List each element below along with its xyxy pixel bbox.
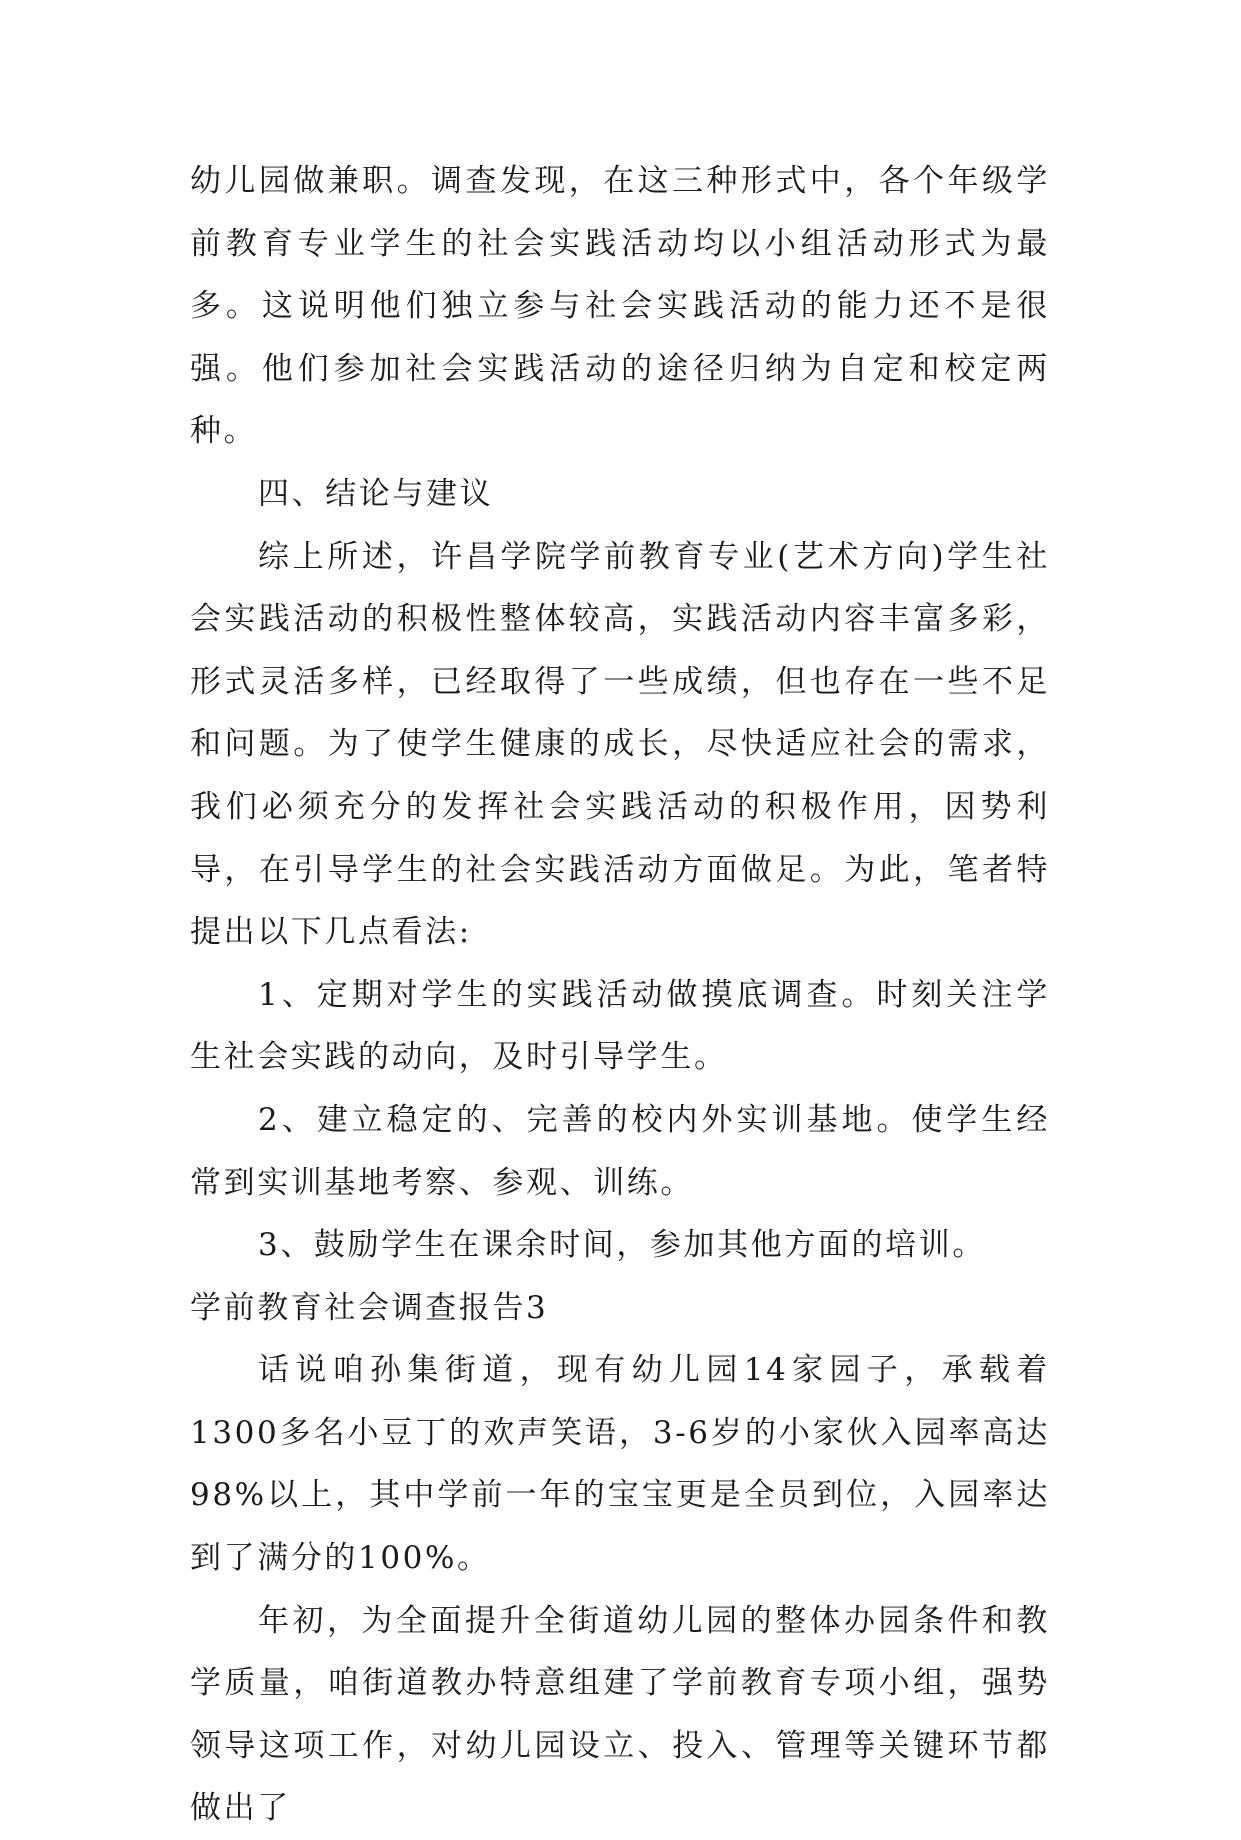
paragraph-statistics: 话说咱孙集街道，现有幼儿园14家园子，承载着1300多名小豆丁的欢声笑语，3-6岁的小家伙入园率高达98%以上，其中学前一年的宝宝更是全员到位，入园率达到了满分的100%。	[190, 1352, 1050, 1577]
list-item-2: 2、建立稳定的、完善的校内外实训基地。使学生经常到实训基地考察、参观、训练。	[190, 1101, 1050, 1201]
section-heading-conclusion: 四、结论与建议	[258, 475, 494, 512]
document-page	[190, 150, 1050, 1840]
report-title-3: 学前教育社会调查报告3	[190, 1289, 549, 1326]
paragraph-initiative: 年初，为全面提升全街道幼儿园的整体办园条件和教学质量，咱街道教办特意组建了学前教育专项小组，强势领导这项工作，对幼儿园设立、投入、管理等关键环节都做出了	[190, 1602, 1050, 1827]
paragraph-continued: 幼儿园做兼职。调查发现，在这三种形式中，各个年级学前教育专业学生的社会实践活动均以小组活动形式为最多。这说明他们独立参与社会实践活动的能力还不是很强。他们参加社会实践活动的途径归纳为自定和校定两种。	[190, 163, 1050, 450]
document-body	[190, 150, 1050, 1840]
list-item-3: 3、鼓励学生在课余时间，参加其他方面的培训。	[258, 1227, 986, 1264]
list-item-1: 1、定期对学生的实践活动做摸底调查。时刻关注学生社会实践的动向，及时引导学生。	[190, 976, 1050, 1076]
paragraph-summary: 综上所述，许昌学院学前教育专业(艺术方向)学生社会实践活动的积极性整体较高，实践活动内容丰富多彩，形式灵活多样，已经取得了一些成绩，但也存在一些不足和问题。为了使学生健康的成长，尽快适应社会的需求，我们必须充分的发挥社会实践活动的积极作用，因势利导，在引导学生的社会实践活动方面做足。为此，笔者特提出以下几点看法:	[190, 538, 1050, 951]
